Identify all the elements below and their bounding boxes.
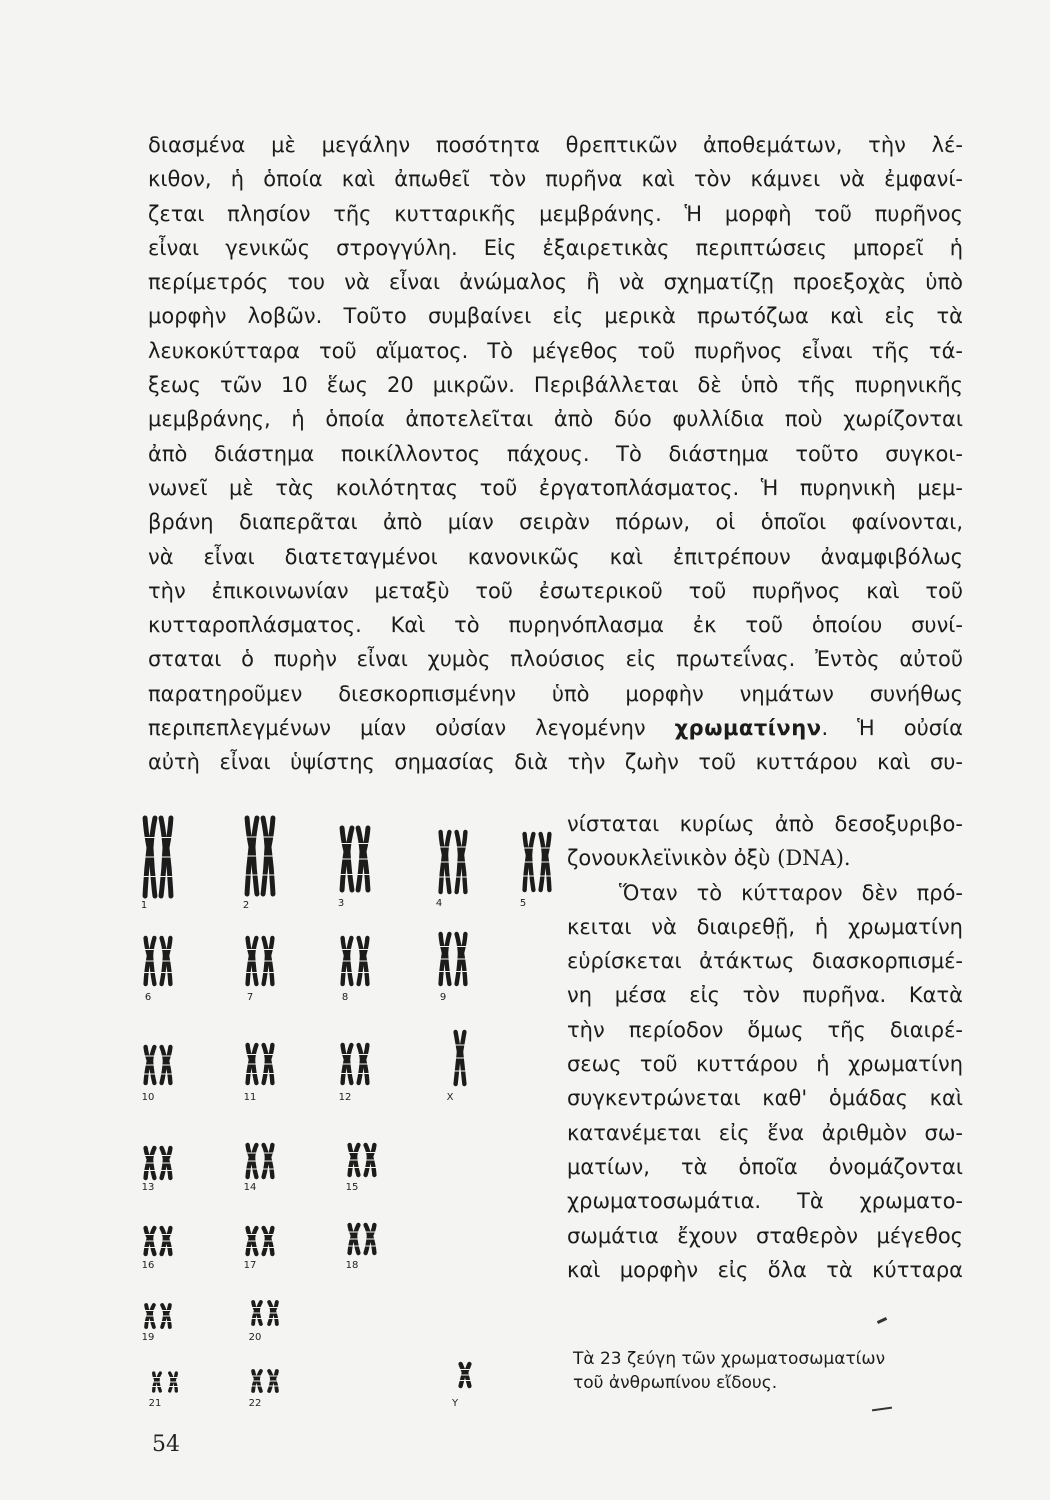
chromatid — [461, 1052, 464, 1084]
chromatid — [355, 1156, 358, 1175]
chromosome-label: 18 — [345, 1260, 359, 1271]
chromatid — [359, 938, 362, 955]
chromatid — [263, 847, 267, 894]
chromosome — [144, 938, 157, 984]
chromatid — [348, 938, 351, 955]
chromatid — [167, 1061, 170, 1083]
chromosome — [144, 1148, 157, 1178]
karyotype-figure — [140, 810, 560, 1410]
chromatid — [167, 1313, 170, 1327]
chromosome — [357, 1045, 370, 1083]
chromosome-label: 21 — [148, 1398, 162, 1409]
chromatid — [359, 1045, 362, 1059]
chromosome-label: 3 — [337, 898, 345, 909]
chromatid — [364, 938, 367, 955]
chromatid — [371, 1236, 374, 1253]
chromatid — [366, 1236, 369, 1253]
text-line: τὴν περίοδον ὅμως τῆς διαιρέ- — [567, 1017, 963, 1042]
chromosome-label: X — [446, 1092, 454, 1103]
chromosome — [246, 1045, 259, 1083]
chromatid — [462, 934, 465, 953]
chromatid — [274, 1379, 277, 1391]
chromatid — [264, 938, 267, 955]
text-line: καὶ μορφὴν εἰς ὅλα τὰ κύτταρα — [567, 1257, 963, 1282]
chromatid — [541, 834, 544, 855]
chromosome — [539, 834, 552, 890]
chromatid — [457, 855, 460, 892]
text-line: σταται ὁ πυρὴν εἶναι χυμὸς πλούσιος εἰς πρωτεΐνας. Ἐντὸς αὐτοῦ — [148, 647, 963, 672]
chromosome-label: 17 — [243, 1260, 257, 1271]
chromatid — [162, 1061, 165, 1083]
chromosome — [160, 938, 173, 984]
chromatid — [546, 834, 549, 855]
text-line: διασμένα μὲ μεγάλην ποσότητα θρεπτικῶν ἀποθεμάτων, τὴν λέ- — [148, 133, 963, 157]
text-line: συγκεντρώνεται καθ' ὁμάδας καὶ — [567, 1086, 963, 1111]
chromosome — [455, 934, 468, 984]
dna-abbreviation: (DNA). — [777, 846, 851, 871]
chromatid — [541, 855, 544, 890]
chromatid — [162, 1159, 165, 1178]
chromosome — [245, 818, 259, 894]
text-line: κειται νὰ διαιρεθῇ, ἡ χρωματίνη — [567, 914, 963, 939]
chromosome-label: 13 — [141, 1182, 155, 1193]
text-segment: . Ἡ οὐσία — [821, 716, 963, 741]
chromosome — [340, 828, 354, 890]
chromatid — [253, 1310, 256, 1324]
chromatid — [248, 955, 251, 984]
figure-caption — [573, 1347, 973, 1395]
text-segment: περιπεπλεγμένων μίαν οὐσίαν λεγομένην — [148, 716, 646, 741]
chromatid — [446, 855, 449, 892]
chromatid — [264, 1059, 267, 1083]
text-line: ζεται πλησίον τῆς κυτταρικῆς μεμβράνης. Ἡ μορφὴ τοῦ πυρῆνος — [148, 201, 963, 226]
chromatid — [151, 1159, 154, 1178]
chromatid — [269, 1157, 272, 1177]
chromatid — [264, 1157, 267, 1177]
chromatid — [146, 1238, 149, 1254]
chromatid — [269, 955, 272, 984]
chromatid — [348, 1045, 351, 1059]
chromosome — [341, 1045, 354, 1083]
chromatid — [253, 818, 257, 847]
chromosome-label: 16 — [141, 1260, 155, 1271]
chromatid — [145, 818, 149, 848]
chromatid — [366, 1156, 369, 1175]
chromatid — [525, 855, 528, 890]
chromosome-label: Y — [451, 1398, 459, 1409]
chromosome — [364, 1145, 377, 1175]
text-line: αὐτὴ εἶναι ὑψίστης σημασίας διὰ τὴν ζωὴν τοῦ κυττάρου καὶ συ- — [148, 750, 963, 775]
text-line: παρατηροῦμεν διεσκορπισμένην ὑπὸ μορφὴν νημάτων συνήθως — [148, 681, 963, 706]
chromatid — [269, 1310, 272, 1324]
chromosome — [267, 1302, 278, 1324]
chromatid — [167, 938, 170, 955]
chromatid — [348, 955, 351, 984]
chromatid — [530, 834, 533, 855]
chromosome-label: 22 — [248, 1398, 262, 1409]
text-line: τὴν ἐπικοινωνίαν μεταξὺ τοῦ ἐσωτερικοῦ τοῦ πυρῆνος καὶ τοῦ — [148, 578, 963, 603]
chromosome-label: 2 — [242, 900, 250, 911]
chromosome — [160, 1047, 173, 1083]
chromatid — [456, 1052, 459, 1084]
chromosome — [459, 1364, 472, 1386]
ink-speck — [872, 1407, 892, 1412]
chromatid — [269, 818, 273, 847]
chromatid — [441, 953, 444, 984]
chromosome-label: 15 — [345, 1182, 359, 1193]
chromosome-label: 8 — [341, 992, 349, 1003]
chromosome — [160, 1228, 173, 1254]
text-line: περίμετρός του νὰ εἶναι ἀνώμαλος ἢ νὰ σχηματίζῃ προεξοχὰς ὑπὸ — [148, 270, 963, 295]
chromatid — [253, 1045, 256, 1059]
chromatid — [253, 1238, 256, 1254]
chromatid — [247, 818, 251, 847]
text-line: ξεως τῶν 10 ἕως 20 μικρῶν. Περιβάλλεται δὲ ὑπὸ τῆς πυρηνικῆς — [148, 373, 963, 398]
chromatid — [269, 1045, 272, 1059]
chromatid — [258, 1310, 261, 1324]
chromatid — [342, 828, 346, 852]
chromatid — [530, 855, 533, 890]
text-line: κυτταροπλάσματος. Καὶ τὸ πυρηνόπλασμα ἐκ τοῦ ὁποίου συνί- — [148, 613, 963, 638]
text-line: εἶναι γενικῶς στρογγύλη. Εἰς ἐξαιρετικὰς περιπτώσεις μπορεῖ ἡ — [148, 235, 963, 260]
chromatid — [151, 818, 155, 848]
chromatid — [253, 1059, 256, 1083]
ink-speck — [877, 1317, 887, 1324]
chromatid — [343, 1059, 346, 1083]
chromatid — [248, 1238, 251, 1254]
chromatid — [253, 847, 257, 894]
chromatid — [145, 848, 149, 896]
chromatid — [466, 1372, 469, 1386]
chromatid — [269, 1238, 272, 1254]
chromatid — [151, 938, 154, 955]
chromosome-label: 7 — [246, 992, 254, 1003]
chromosome — [246, 938, 259, 984]
chromosome — [348, 1225, 361, 1253]
chromosome — [262, 1145, 275, 1177]
chromosome — [160, 1148, 173, 1178]
chromatid — [167, 955, 170, 984]
chromosome-label: 9 — [439, 992, 447, 1003]
chromatid — [146, 1159, 149, 1178]
chromosome — [348, 1145, 361, 1175]
chromatid — [151, 1238, 154, 1254]
chromatid — [146, 938, 149, 955]
chromatid — [462, 855, 465, 892]
text-line: νὰ εἶναι διατεταγμένοι κανονικῶς καὶ ἐπιτρέπουν ἀναμφιβόλως — [148, 544, 963, 569]
chromosome — [251, 1371, 262, 1391]
chromosome — [160, 1305, 171, 1327]
chromatid — [161, 848, 165, 896]
chromatid — [162, 1313, 165, 1327]
chromosome-label: 5 — [519, 898, 527, 909]
chromosome — [523, 834, 536, 890]
chromosome-label: 11 — [243, 1092, 257, 1103]
chromatid — [253, 1157, 256, 1177]
caption-line: τοῦ ἀνθρωπίνου εἴδους. — [573, 1373, 778, 1393]
chromatid — [462, 832, 465, 855]
chromosome — [152, 1373, 162, 1391]
chromosome — [455, 832, 468, 892]
chromatid — [263, 818, 267, 847]
chromosome — [262, 938, 275, 984]
chromatid — [359, 1059, 362, 1083]
chromatid — [441, 855, 444, 892]
text-line: λευκοκύτταρα τοῦ αἵματος. Τὸ μέγεθος τοῦ πυρῆνος εἶναι τῆς τά- — [148, 338, 963, 363]
text-line-dna — [567, 841, 963, 875]
chromatid — [167, 848, 171, 896]
right-column-text — [567, 807, 963, 1287]
chromatid — [348, 828, 352, 852]
chromatid — [162, 1238, 165, 1254]
chromosome — [364, 1225, 377, 1253]
chromatid — [248, 1059, 251, 1083]
chromatid — [461, 1032, 464, 1052]
chromatid — [264, 1238, 267, 1254]
chromatid — [350, 1156, 353, 1175]
chromosome-label: 14 — [243, 1182, 257, 1193]
chromatid — [151, 955, 154, 984]
chromatid — [358, 828, 362, 852]
chromatid — [364, 955, 367, 984]
chromosome — [159, 818, 173, 896]
chromosome-label: 1 — [140, 900, 148, 911]
text-line: χρωματοσωμάτια. Τὰ χρωματο- — [567, 1189, 963, 1214]
chromosome — [356, 828, 370, 890]
chromosome-label: 12 — [338, 1092, 352, 1103]
chromatid — [146, 955, 149, 984]
chromosome-label: 4 — [435, 898, 443, 909]
chromatid — [457, 832, 460, 855]
text-line: εὑρίσκεται ἀτάκτως διασκορπισμέ- — [567, 949, 963, 974]
chromatid — [258, 1379, 261, 1391]
chromatid — [269, 1379, 272, 1391]
text-line: νίσταται κυρίως ἀπὸ δεσοξυριβο- — [567, 812, 963, 836]
chromatid — [359, 955, 362, 984]
chromatid — [253, 955, 256, 984]
text-line: νωνεῖ μὲ τὰς κοιλότητας τοῦ ἐργατοπλάσματος. Ἡ πυρηνικὴ μεμ- — [148, 475, 963, 500]
text-line: ματίων, τὰ ὁποῖα ὀνομάζονται — [567, 1154, 963, 1179]
chromosome — [143, 818, 157, 896]
chromatid — [151, 1313, 154, 1327]
text-line-paragraph-start: Ὅταν τὸ κύτταρον δὲν πρό- — [619, 880, 963, 905]
chromatid — [248, 1045, 251, 1059]
chromatid — [461, 1372, 464, 1386]
text-line: μορφὴν λοβῶν. Τοῦτο συμβαίνει εἰς μερικὰ πρωτόζωα καὶ εἰς τὰ — [148, 304, 963, 329]
chromatid — [167, 818, 171, 848]
chromatid — [161, 818, 165, 848]
page-number: 54 — [152, 1432, 180, 1457]
chromatid — [371, 1156, 374, 1175]
chromatid — [343, 955, 346, 984]
chromatid — [342, 852, 346, 890]
chromatid — [253, 1379, 256, 1391]
text-line-chromatin — [148, 711, 963, 745]
chromosome — [168, 1373, 178, 1391]
text-line: ἀπὸ διάστημα ποικίλλοντος πάχους. Τὸ διάστημα τοῦτο συγκοι- — [148, 441, 963, 466]
chromatid — [146, 1313, 149, 1327]
chromatid — [350, 1236, 353, 1253]
chromatid — [162, 955, 165, 984]
chromosome — [246, 1145, 259, 1177]
chromosome-label: 19 — [141, 1332, 155, 1343]
body-text — [148, 128, 963, 780]
chromosome — [267, 1371, 278, 1391]
chromatid — [364, 1045, 367, 1059]
chromatid — [441, 934, 444, 953]
text-line: σεως τοῦ κυττάρου ἡ χρωματίνη — [567, 1052, 963, 1077]
chromosome — [439, 934, 452, 984]
chromatid — [343, 1045, 346, 1059]
chromatid — [269, 938, 272, 955]
chromatid — [269, 1059, 272, 1083]
chromatid — [525, 834, 528, 855]
chromatid — [446, 953, 449, 984]
chromosome — [251, 1302, 262, 1324]
chromatid — [364, 1059, 367, 1083]
chromatid — [274, 1310, 277, 1324]
chromatid — [264, 955, 267, 984]
chromatid — [146, 1061, 149, 1083]
chromatid — [167, 1159, 170, 1178]
text-line: βράνη διαπερᾶται ἀπὸ μίαν σειρὰν πόρων, οἱ ὁποῖοι φαίνονται, — [148, 510, 963, 535]
chromosome — [262, 1045, 275, 1083]
chromosome — [246, 1228, 259, 1254]
chromatid — [167, 1238, 170, 1254]
text-line: μεμβράνης, ἡ ὁποία ἀποτελεῖται ἀπὸ δύο φυλλίδια ποὺ χωρίζονται — [148, 407, 963, 432]
chromosome — [454, 1032, 467, 1084]
text-segment: ζονουκλεϊνικὸν ὀξὺ — [567, 846, 771, 871]
chromosome — [357, 938, 370, 984]
chromosome — [261, 818, 275, 894]
caption-line: Τὰ 23 ζεύγη τῶν χρωματοσωματίων — [573, 1349, 886, 1369]
chromatid — [151, 848, 155, 896]
chromatid — [151, 1061, 154, 1083]
chromatid — [348, 1059, 351, 1083]
chromatid — [457, 934, 460, 953]
chromatid — [546, 855, 549, 890]
chromosome-label: 20 — [248, 1332, 262, 1343]
chromatid — [358, 852, 362, 890]
chromosome-label: 6 — [144, 992, 152, 1003]
chromosome — [144, 1305, 155, 1327]
chromosome — [439, 832, 452, 892]
text-line: νη μέσα εἰς τὸν πυρῆνα. Κατὰ — [567, 983, 963, 1008]
chromatid — [248, 938, 251, 955]
chromatid — [456, 1032, 459, 1052]
chromosome-label: 10 — [141, 1092, 155, 1103]
chromatid — [457, 953, 460, 984]
chromatid — [162, 938, 165, 955]
text-line: κατανέμεται εἰς ἕνα ἀριθμὸν σω- — [567, 1120, 963, 1145]
chromosome — [144, 1228, 157, 1254]
chromatid — [364, 828, 368, 852]
chromatid — [247, 847, 251, 894]
chromatid — [462, 953, 465, 984]
chromatid — [264, 1045, 267, 1059]
chromosome — [144, 1047, 157, 1083]
chromatid — [253, 938, 256, 955]
chromatid — [343, 938, 346, 955]
chromosome — [341, 938, 354, 984]
text-line: σωμάτια ἔχουν σταθερὸν μέγεθος — [567, 1223, 963, 1248]
chromatid — [348, 852, 352, 890]
chromatid — [355, 1236, 358, 1253]
chromatid — [248, 1157, 251, 1177]
chromosome — [262, 1228, 275, 1254]
text-line: κιθον, ἡ ὁποία καὶ ἀπωθεῖ τὸν πυρῆνα καὶ τὸν κάμνει νὰ ἐμφανί- — [148, 167, 963, 192]
chromatid — [441, 832, 444, 855]
chromatid — [364, 852, 368, 890]
chromatin-term: χρωματίνην — [674, 716, 822, 741]
chromatid — [446, 934, 449, 953]
chromatid — [269, 847, 273, 894]
chromatid — [446, 832, 449, 855]
